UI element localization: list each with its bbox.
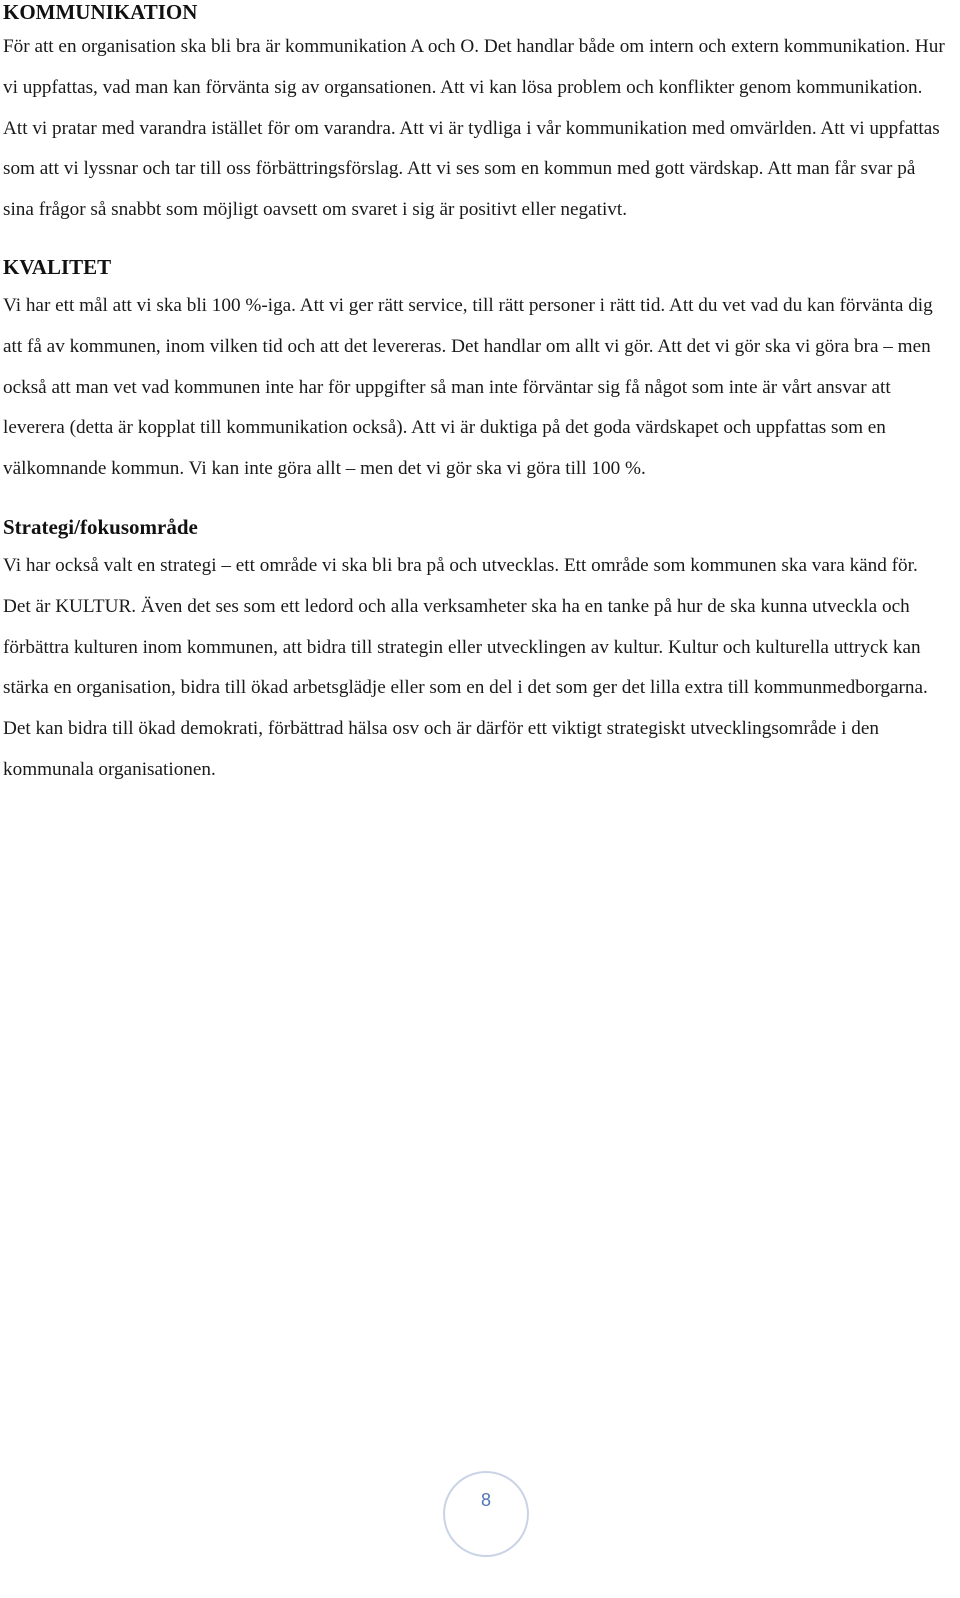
page-number: 8: [480, 1489, 491, 1510]
section-text-kvalitet: Vi har ett mål att vi ska bli 100 %-iga. Att vi ger rätt service, till rätt personer i rätt tid. Att du vet vad du kan förvänta dig att få av kommunen, inom vilken tid och att det levereras. Det handlar om allt vi gör. Att det vi gör ska vi göra bra – men också att man vet vad kommunen inte har för uppgifter så man inte förväntar sig få något som inte är vårt ansvar att leverera (detta är kopplat till kommunikation också). Att vi är duktiga på det goda värdskapet och uppfattas som en välkomnande kommun. Vi kan inte göra allt – men det vi gör ska vi göra till 100 %.: [3, 294, 933, 480]
document-page: [3, 0, 948, 791]
section-heading-kvalitet: KVALITET: [3, 254, 112, 279]
section-heading-kommunikation: KOMMUNIKATION: [3, 0, 198, 24]
page-number-badge: [443, 1471, 529, 1557]
section-text-strategi: Vi har också valt en strategi – ett område vi ska bli bra på och utvecklas. Ett område som kommunen ska vara känd för. Det är KULTUR. Även det ses som ett ledord och alla verksamheter ska ha en tanke på hur de ska kunna utveckla och förbättra kulturen inom kommunen, att bidra till strategin eller utvecklingen av kultur. Kultur och kulturella uttryck kan stärka en organisation, bidra till ökad arbetsglädje eller som en del i det som ger det lilla extra till kommunmedborgarna. Det kan bidra till ökad demokrati, förbättrad hälsa osv och är därför ett viktigt strategiskt utvecklingsområde i den kommunala organisationen.: [3, 554, 928, 780]
section-heading-strategi: Strategi/fokusområde: [3, 514, 198, 539]
section-text-kommunikation: För att en organisation ska bli bra är kommunikation A och O. Det handlar både om intern och extern kommunikation. Hur vi uppfattas, vad man kan förvänta sig av organsationen. Att vi kan lösa problem och konflikter genom kommunikation. Att vi pratar med varandra istället för om varandra. Att vi är tydliga i vår kommunikation med omvärlden. Att vi uppfattas som att vi lyssnar och tar till oss förbättringsförslag. Att vi ses som en kommun med gott värdskap. Att man får svar på sina frågor så snabbt som möjligt oavsett om svaret i sig är positivt eller negativt.: [3, 36, 945, 221]
